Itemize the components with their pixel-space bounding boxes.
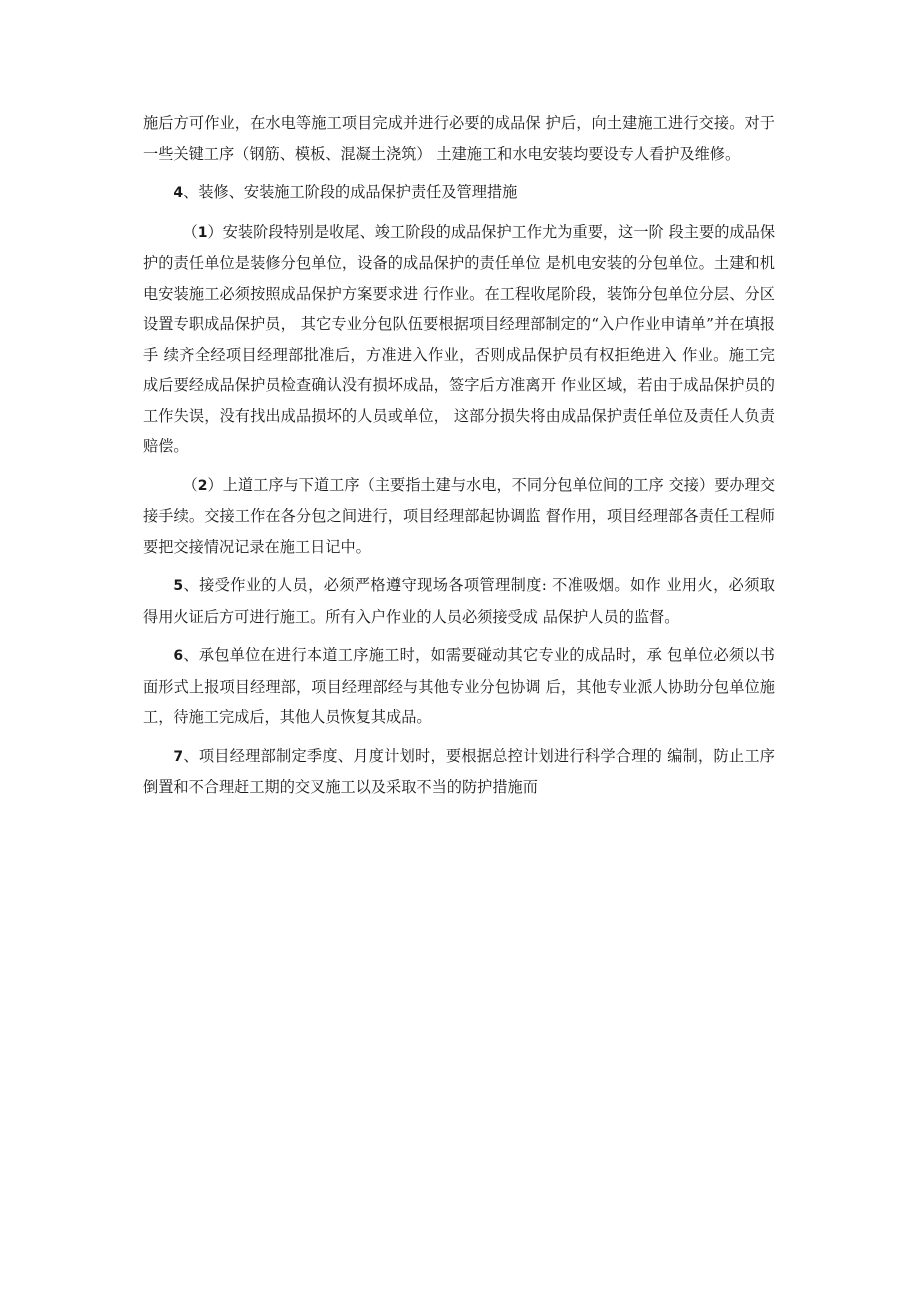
section-number: 4 [173,185,184,201]
subsection-2 [143,470,775,563]
subsection-1 [143,217,775,462]
section-number: 6 [173,648,184,664]
subsection-number: 1 [197,224,208,241]
section-heading-text: 、装修、安装施工阶段的成品保护责任及管理措施 [183,183,518,201]
section-text: 、接受作业的人员，必须严格遵守现场各项管理制度: 不准吸烟。如作 业用火，必须取得用火证后方可进行施工。所有入户作业的人员必须接受成 品保护人员的监督。 [143,576,775,626]
section-number: 7 [173,748,184,765]
subsection-open-paren: （ [182,475,198,494]
subsection-text: ）上道工序与下道工序（主要指土建与水电，不同分包单位间的工序 交接）要办理交接手续。交接工作在各分包之间进行，项目经理部起协调监 督作用，项目经理部各责任工程师要把交接情况记录在施工日记中。 [143,475,776,556]
paragraph-continuation [143,108,775,169]
paragraph-text: 施后方可作业，在水电等施工项目完成并进行必要的成品保 护后，向土建施工进行交接。对于一些关键工序（钢筋、模板、混凝土浇筑） 土建施工和水电安装均要设专人看护及维修。 [143,114,775,163]
subsection-text: ）安装阶段特别是收尾、竣工阶段的成品保护工作尤为重要，这一阶 段主要的成品保护的责任单位是装修分包单位，设备的成品保护的责任单位 是机电安装的分包单位。土建和机电安装施工必须按照成品保护方案要求进 行作业。在工程收尾阶段，装饰分包单位分层、分区设置专职成品保护员， 其它专业分包队伍要根据项目经理部制定的“入户作业申请单”并在填报手 续齐全经项目经理部批准后，方准进入作业，否则成品保护员有权拒绝进入 作业。施工完成后要经成品保护员检查确认没有损坏成品，签字后方准离开 作业区域，若由于成品保护员的工作失误，没有找出成品损坏的人员或单位， 这部分损失将由成品保护责任单位及责任人负责赔偿。 [143,222,776,455]
section-6 [143,640,775,733]
subsection-number: 2 [197,477,208,494]
document-page [143,108,775,803]
section-text: 、承包单位在进行本道工序施工时，如需要碰动其它专业的成品时，承 包单位必须以书面形式上报项目经理部，项目经理部经与其他专业分包协调 后，其他专业派人协助分包单位施工，待施工完成后，其他人员恢复其成品。 [143,646,775,726]
subsection-open-paren: （ [182,222,198,241]
section-7 [143,741,775,803]
section-number: 5 [173,578,184,594]
section-5 [143,570,775,632]
section-text: 、项目经理部制定季度、月度计划时，要根据总控计划进行科学合理的 编制，防止工序倒置和不合理赶工期的交叉施工以及采取不当的防护措施而 [143,746,775,796]
section-heading-4 [143,177,775,209]
